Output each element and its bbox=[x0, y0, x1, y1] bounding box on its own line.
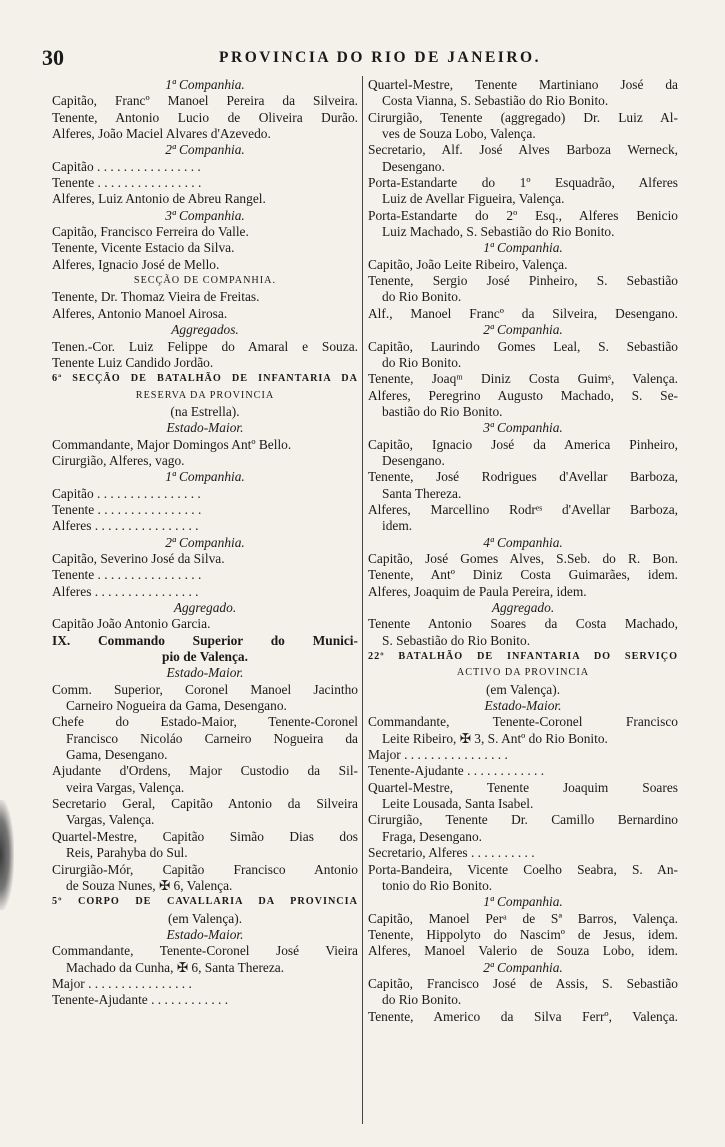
text-line: Fraga, Desengano. bbox=[382, 828, 483, 844]
text-line: Cirurgião, Tenente Dr. Camillo Bernardino bbox=[368, 812, 678, 828]
text-line: Secretario, Alf. José Alves Barboza Werneck, bbox=[368, 142, 678, 158]
text-line: 4ª Companhia. bbox=[483, 534, 563, 550]
text-line: veira Vargas, Valença. bbox=[66, 779, 185, 795]
text-line: 1ª Companhia. bbox=[165, 469, 245, 485]
text-line: 2ª Companhia. bbox=[483, 959, 563, 975]
text-line: (em Valença). bbox=[485, 681, 561, 697]
text-line: (na Estrella). bbox=[170, 403, 240, 419]
text-line: Estado-Maior. bbox=[166, 665, 244, 681]
text-line: Tenente-Ajudante . . . . . . . . . . . . bbox=[368, 763, 545, 779]
text-line: Capitão, Ignacio José da America Pinheiro, bbox=[368, 436, 678, 452]
text-line: 2ª Companhia. bbox=[483, 322, 563, 338]
text-line: Carneiro Nogueira da Gama, Desengano. bbox=[66, 698, 287, 714]
text-line: Capitão, Francisco Ferreira do Valle. bbox=[52, 224, 249, 240]
text-line: Quartel-Mestre, Tenente Joaquim Soares bbox=[368, 779, 678, 795]
text-line: Alferes, Marcellino Rodrᵉˢ d'Avellar Barboza, bbox=[368, 501, 678, 517]
text-line: Costa Vianna, S. Sebastião do Rio Bonito. bbox=[382, 93, 609, 109]
text-line: bastião do Rio Bonito. bbox=[382, 403, 503, 419]
text-line: Commandante, Tenente-Coronel Francisco bbox=[368, 714, 678, 730]
text-line: Porta-Estandarte do 1º Esquadrão, Alferes bbox=[368, 175, 678, 191]
text-line: Major . . . . . . . . . . . . . . . . bbox=[52, 975, 192, 991]
text-line: Capitão, Francisco José de Assis, S. Sebastião bbox=[368, 975, 678, 991]
left-column bbox=[52, 77, 358, 1009]
text-line: Tenente . . . . . . . . . . . . . . . . bbox=[52, 501, 202, 517]
text-line: Aggregado. bbox=[491, 600, 555, 615]
text-line: Tenente, Joaqᵐ Diniz Costa Guimˢ, Valença. bbox=[368, 371, 678, 387]
text-line: Capitão, Severino José da Silva. bbox=[52, 550, 225, 566]
text-line: Estado-Maior. bbox=[484, 698, 562, 714]
text-line: Capitão, Laurindo Gomes Leal, S. Sebastião bbox=[368, 338, 678, 354]
column-divider bbox=[362, 76, 363, 1124]
text-line: Tenente-Ajudante . . . . . . . . . . . . bbox=[52, 992, 229, 1008]
text-line: Alferes, Antonio Manoel Airosa. bbox=[52, 305, 228, 321]
text-line: Capitão, José Gomes Alves, S.Seb. do R. Bon. bbox=[368, 550, 678, 566]
text-line: ves de Souza Lobo, Valença. bbox=[382, 126, 536, 142]
text-line: Porta-Estandarte do 2º Esq., Alferes Benicio bbox=[368, 207, 678, 223]
text-line: Tenente, José Rodrigues d'Avellar Barboza, bbox=[368, 469, 678, 485]
text-line: Estado-Maior. bbox=[166, 926, 244, 942]
text-line: Alferes, Peregrino Augusto Machado, S. Se- bbox=[368, 387, 678, 403]
page-title: PROVINCIA DO RIO DE JANEIRO. bbox=[219, 49, 541, 66]
page-header bbox=[0, 46, 725, 70]
text-line: Capitão, Manoel Perᵃ de Sª Barros, Valença. bbox=[368, 910, 678, 926]
text-line: Cirurgião-Mór, Capitão Francisco Antonio bbox=[52, 861, 358, 877]
text-line: do Rio Bonito. bbox=[382, 354, 462, 370]
text-line: Tenente, Hippolyto do Nascimº de Jesus, idem. bbox=[368, 926, 678, 942]
text-line: tonio do Rio Bonito. bbox=[382, 877, 493, 893]
text-line: Tenente . . . . . . . . . . . . . . . . bbox=[52, 567, 202, 583]
text-line: Tenen.-Cor. Luiz Felippe do Amaral e Souza. bbox=[52, 338, 358, 354]
text-line: 2ª Companhia. bbox=[165, 142, 245, 158]
text-line: SECÇÃO DE COMPANHIA. bbox=[133, 275, 277, 287]
text-line: 2ª Companhia. bbox=[165, 534, 245, 550]
text-line: do Rio Bonito. bbox=[382, 992, 462, 1008]
text-line: Capitão João Antonio Garcia. bbox=[52, 616, 211, 632]
text-line: de Souza Nunes, ✠ 6, Valença. bbox=[66, 877, 233, 893]
text-line: Porta-Bandeira, Vicente Coelho Seabra, S. An- bbox=[368, 861, 678, 877]
text-line: pio de Valença. bbox=[162, 649, 248, 665]
text-line: 6ª SECÇÃO DE BATALHÃO DE INFANTARIA DA bbox=[52, 373, 358, 385]
text-line: Alferes . . . . . . . . . . . . . . . . bbox=[52, 518, 199, 534]
text-line: Tenente Antonio Soares da Costa Machado, bbox=[368, 616, 678, 632]
text-line: Tenente, Americo da Silva Ferrº, Valença. bbox=[368, 1008, 678, 1024]
text-line: Tenente, Antonio Lucio de Oliveira Durão. bbox=[52, 109, 358, 125]
page-number: 30 bbox=[42, 45, 64, 70]
text-line: Alferes, Ignacio José de Mello. bbox=[52, 256, 220, 272]
text-line: Alferes, Manoel Valerio de Souza Lobo, idem. bbox=[368, 943, 678, 959]
text-line: idem. bbox=[382, 518, 413, 534]
text-line: Machado da Cunha, ✠ 6, Santa Thereza. bbox=[66, 959, 285, 975]
right-column bbox=[368, 77, 678, 1025]
text-line: Tenente, Dr. Thomaz Vieira de Freitas. bbox=[52, 289, 260, 305]
text-line: Alferes, Luiz Antonio de Abreu Rangel. bbox=[52, 191, 266, 207]
text-line: Capitão, Francº Manoel Pereira da Silveira. bbox=[52, 93, 358, 109]
text-line: S. Sebastião do Rio Bonito. bbox=[382, 632, 531, 648]
text-line: Secretario Geral, Capitão Antonio da Silveira bbox=[52, 796, 358, 812]
text-line: Aggregados. bbox=[171, 322, 239, 338]
text-line: Cirurgião, Tenente (aggregado) Dr. Luiz Al- bbox=[368, 109, 678, 125]
text-line: Commandante, Tenente-Coronel José Vieira bbox=[52, 943, 358, 959]
text-line: (em Valença). bbox=[167, 910, 243, 926]
text-line: Leite Lousada, Santa Isabel. bbox=[382, 796, 534, 812]
text-line: Aggregado. bbox=[173, 600, 237, 615]
binding-smudge bbox=[0, 800, 14, 910]
text-line: 1ª Companhia. bbox=[483, 240, 563, 256]
text-line: Chefe do Estado-Maior, Tenente-Coronel bbox=[52, 714, 358, 730]
text-line: Alferes, João Maciel Alvares d'Azevedo. bbox=[52, 126, 271, 142]
text-line: 1ª Companhia. bbox=[165, 77, 245, 92]
text-line: Estado-Maior. bbox=[166, 420, 244, 436]
text-line: 5º CORPO DE CAVALLARIA DA PROVINCIA bbox=[52, 896, 358, 908]
text-line: Tenente, Vicente Estacio da Silva. bbox=[52, 240, 235, 256]
text-line: Francisco Nicoláo Carneiro Nogueira da bbox=[66, 730, 358, 746]
text-line: Comm. Superior, Coronel Manoel Jacintho bbox=[52, 681, 358, 697]
text-line: Quartel-Mestre, Capitão Simão Dias dos bbox=[52, 828, 358, 844]
text-line: Secretario, Alferes . . . . . . . . . . bbox=[368, 845, 535, 861]
text-line: 3ª Companhia. bbox=[483, 420, 563, 436]
text-line: Commandante, Major Domingos Antº Bello. bbox=[52, 436, 292, 452]
text-line: Cirurgião, Alferes, vago. bbox=[52, 452, 185, 468]
text-line: Vargas, Valença. bbox=[66, 812, 155, 828]
text-line: Major . . . . . . . . . . . . . . . . bbox=[368, 747, 508, 763]
text-line: Reis, Parahyba do Sul. bbox=[66, 845, 188, 861]
text-line: Alferes, Joaquim de Paula Pereira, idem. bbox=[368, 583, 587, 599]
text-line: Tenente, Sergio José Pinheiro, S. Sebastião bbox=[368, 273, 678, 289]
text-line: Tenente . . . . . . . . . . . . . . . . bbox=[52, 175, 202, 191]
text-line: 3ª Companhia. bbox=[165, 207, 245, 223]
text-line: Tenente Luiz Candido Jordão. bbox=[52, 354, 214, 370]
text-line: do Rio Bonito. bbox=[382, 289, 462, 305]
text-line: Ajudante d'Ordens, Major Custodio da Sil- bbox=[52, 763, 358, 779]
text-line: Capitão . . . . . . . . . . . . . . . . bbox=[52, 158, 201, 174]
text-line: Capitão, João Leite Ribeiro, Valença. bbox=[368, 256, 568, 272]
text-line: Alf., Manoel Francº da Silveira, Desengano. bbox=[368, 305, 678, 321]
text-line: Desengano. bbox=[382, 158, 445, 174]
text-line: Luiz Machado, S. Sebastião do Rio Bonito. bbox=[382, 224, 615, 240]
text-line: Santa Thereza. bbox=[382, 485, 462, 501]
text-line: Capitão . . . . . . . . . . . . . . . . bbox=[52, 485, 201, 501]
text-line: Leite Ribeiro, ✠ 3, S. Antº do Rio Bonito. bbox=[382, 730, 608, 746]
text-line: Desengano. bbox=[382, 452, 445, 468]
text-line: RESERVA DA PROVINCIA bbox=[135, 389, 275, 401]
text-line: Quartel-Mestre, Tenente Martiniano José da bbox=[368, 77, 678, 92]
text-line: Gama, Desengano. bbox=[66, 747, 168, 763]
text-line: 1ª Companhia. bbox=[483, 894, 563, 910]
text-line: IX. Commando Superior do Munici- bbox=[52, 632, 358, 648]
text-line: ACTIVO DA PROVINCIA bbox=[456, 667, 590, 679]
text-line: 22º BATALHÃO DE INFANTARIA DO SERVIÇO bbox=[368, 651, 678, 663]
text-line: Luiz de Avellar Figueira, Valença. bbox=[382, 191, 565, 207]
text-line: Alferes . . . . . . . . . . . . . . . . bbox=[52, 583, 199, 599]
text-line: Tenente, Antº Diniz Costa Guimarães, idem. bbox=[368, 567, 678, 583]
